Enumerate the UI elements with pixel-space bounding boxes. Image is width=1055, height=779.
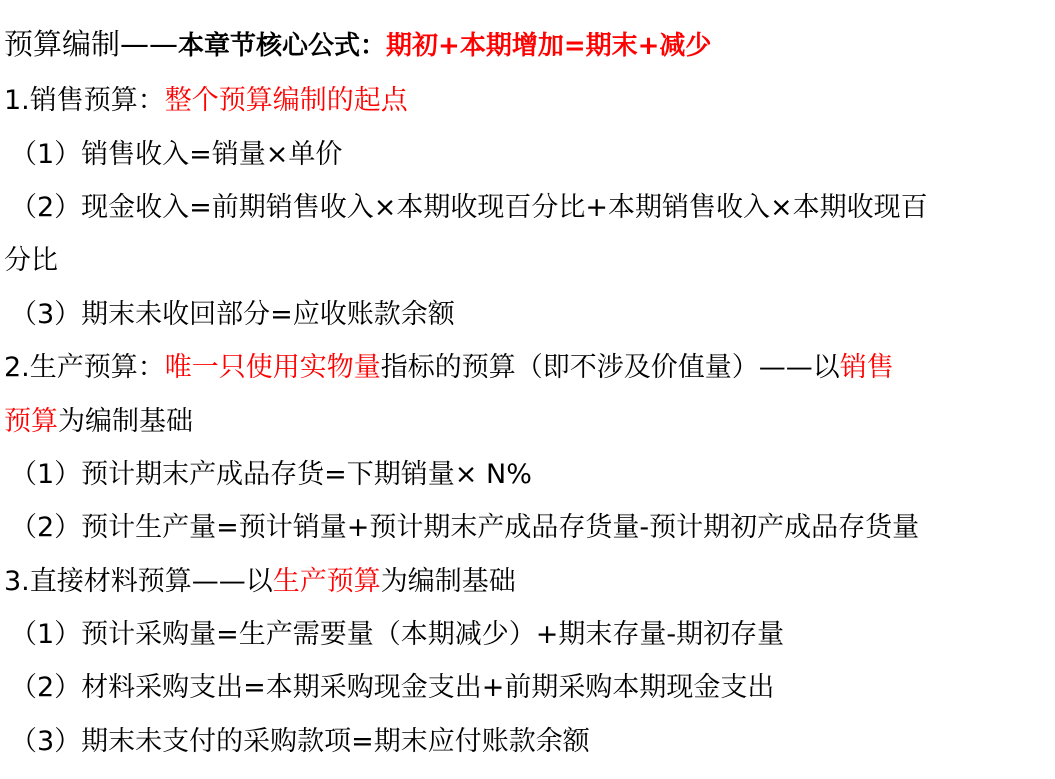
- section-1-title: 1.销售预算：: [4, 85, 165, 116]
- section-3-item-3: （3）期末未支付的采购款项=期末应付账款余额: [10, 726, 590, 757]
- title-line: [4, 26, 711, 62]
- section-1-item-2: （2）现金收入=前期销售收入×本期收现百分比+本期销售收入×本期收现百: [10, 192, 928, 223]
- section-2-highlight: 唯一只使用实物量: [164, 352, 381, 383]
- section-3-title: 3.直接材料预算——以: [4, 566, 273, 597]
- section-1-item-3: （3）期末未收回部分=应收账款余额: [10, 299, 455, 330]
- section-3-item-1: （1）预计采购量=生产需要量（本期减少）+期末存量-期初存量: [10, 619, 785, 650]
- section-3-heading: [4, 564, 516, 600]
- section-2-title: 2.生产预算：: [4, 352, 165, 383]
- core-formula: 期初+本期增加=期末+减少: [386, 31, 712, 61]
- section-2-heading-cont: [4, 404, 193, 440]
- title-subtitle: 本章节核心公式：: [178, 31, 387, 61]
- section-2-middle-text: 指标的预算（即不涉及价值量）——以: [380, 352, 840, 383]
- section-3-highlight: 生产预算: [272, 566, 381, 597]
- section-2-basis-part2: 预算: [4, 406, 58, 437]
- section-3-item-2: （2）材料采购支出=本期采购现金支出+前期采购本期现金支出: [10, 672, 775, 703]
- section-1-item-1: （1）销售收入=销量×单价: [10, 139, 343, 170]
- section-3-tail: 为编制基础: [380, 566, 516, 597]
- section-2-item-2: （2）预计生产量=预计销量+预计期末产成品存货量-预计期初产成品存货量: [10, 512, 920, 543]
- section-2-tail: 为编制基础: [58, 406, 193, 437]
- section-1-item-2-cont: 分比: [4, 245, 58, 276]
- section-2-heading: [4, 350, 894, 386]
- title-text: 预算编制——: [4, 27, 179, 61]
- section-1-highlight: 整个预算编制的起点: [164, 85, 408, 116]
- section-1-heading: [4, 83, 408, 119]
- section-2-item-1: （1）预计期末产成品存货=下期销量× N%: [10, 459, 532, 490]
- section-2-basis-part1: 销售: [839, 352, 894, 383]
